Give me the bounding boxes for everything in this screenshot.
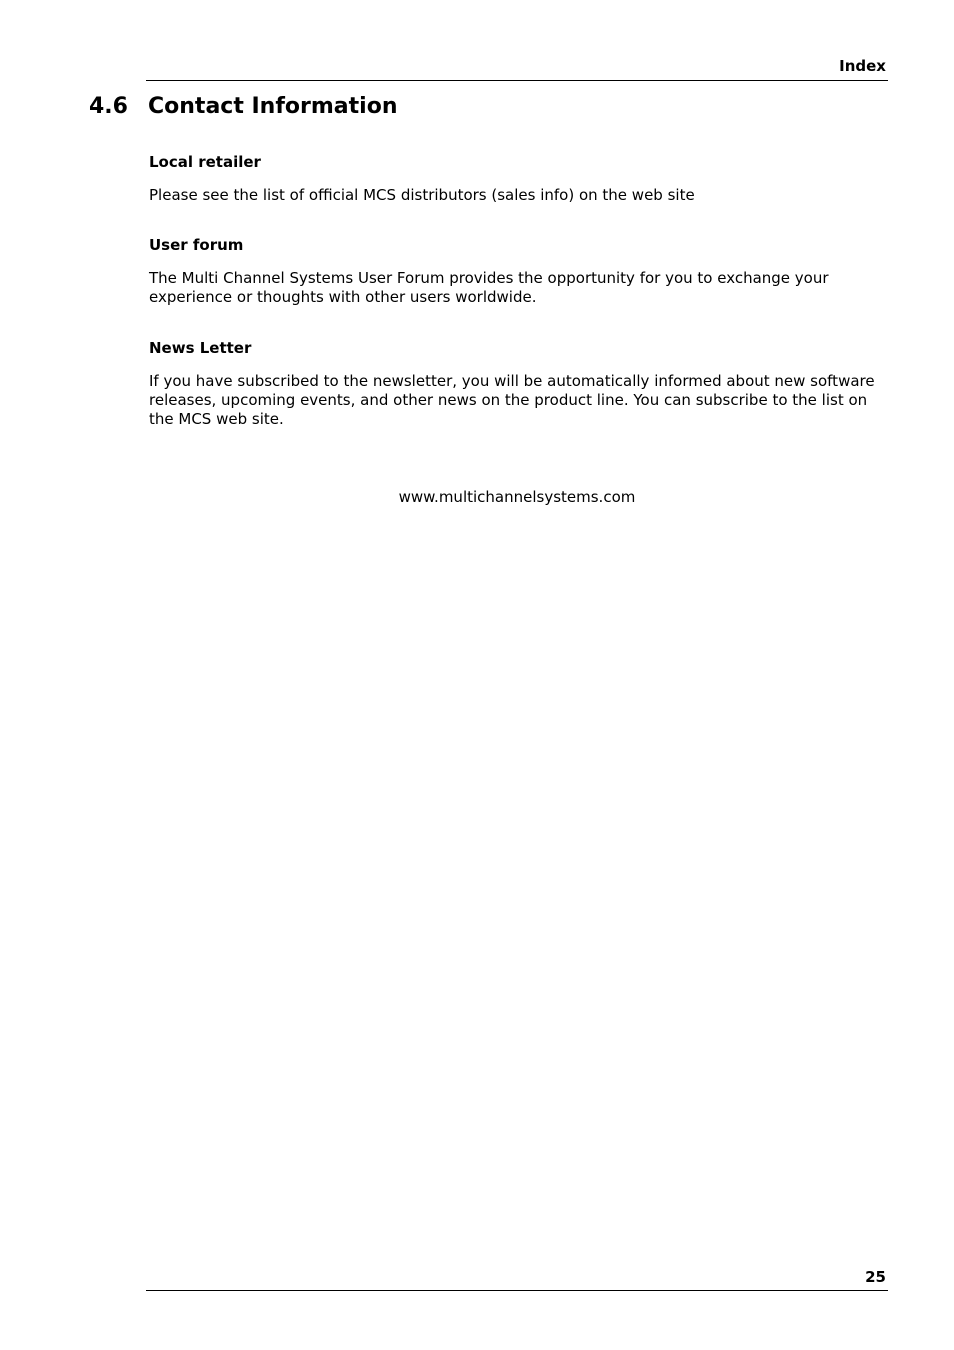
local-retailer-heading: Local retailer (149, 153, 261, 171)
header-rule (146, 80, 888, 81)
page-number: 25 (865, 1268, 886, 1286)
page-content (149, 151, 884, 429)
news-letter-block (149, 337, 884, 429)
local-retailer-block (149, 151, 884, 205)
user-forum-heading: User forum (149, 236, 244, 254)
news-letter-heading: News Letter (149, 339, 252, 357)
website-link[interactable]: www.multichannelsystems.com (398, 488, 636, 506)
user-forum-block (149, 234, 884, 307)
news-letter-text: If you have subscribed to the newsletter, you will be automatically informed about new software releases, upcoming events, and other news on the product line. You can subscribe to the list on the MCS web site. (149, 372, 875, 428)
section-heading (89, 92, 398, 122)
section-title: Contact Information (148, 94, 398, 119)
section-number: 4.6 (89, 94, 128, 119)
running-header-title: Index (839, 57, 886, 75)
local-retailer-text: Please see the list of official MCS distributors (sales info) on the web site (149, 186, 695, 204)
footer-rule (146, 1290, 888, 1291)
user-forum-text: The Multi Channel Systems User Forum provides the opportunity for you to exchange your experience or thoughts with other users worldwide. (149, 269, 829, 306)
